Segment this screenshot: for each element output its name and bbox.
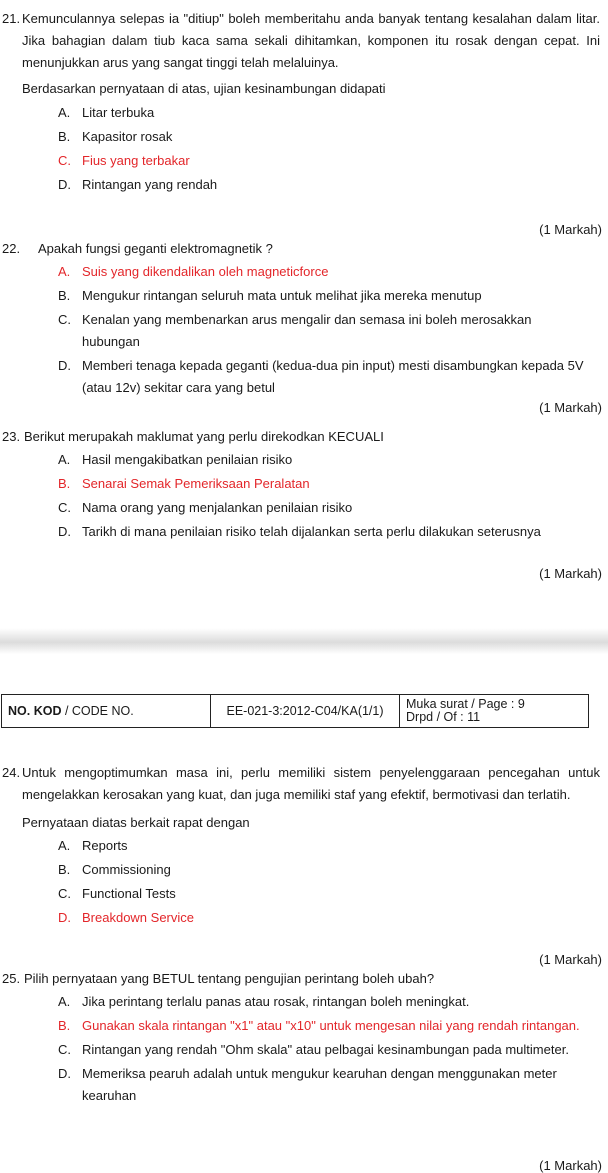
- option-c[interactable]: [0, 883, 590, 905]
- option-letter: C.: [58, 312, 71, 327]
- option-text: Kapasitor rosak: [82, 129, 173, 144]
- option-d[interactable]: [0, 521, 590, 543]
- question-number: 25.: [2, 971, 21, 986]
- question-stem: [2, 968, 600, 990]
- option-c[interactable]: [0, 309, 590, 353]
- option-letter: A.: [58, 264, 71, 279]
- option-text: Litar terbuka: [82, 105, 155, 120]
- option-letter: A.: [58, 994, 71, 1009]
- option-b[interactable]: [0, 859, 590, 881]
- option-text: Mengukur rintangan seluruh mata untuk melihat jika mereka menutup: [82, 288, 482, 303]
- mark-label: (1 Markah): [539, 566, 602, 581]
- option-a[interactable]: [0, 449, 590, 471]
- option-letter: B.: [58, 476, 71, 491]
- question-stem: [2, 426, 600, 448]
- option-text: Tarikh di mana penilaian risiko telah dijalankan serta perlu dilakukan seterusnya: [82, 524, 541, 539]
- question-prompt: Berdasarkan pernyataan di atas, ujian kesinambungan didapati: [22, 81, 386, 96]
- option-letter: B.: [58, 1018, 71, 1033]
- option-letter: B.: [58, 862, 71, 877]
- option-text: Rintangan yang rendah: [82, 177, 218, 192]
- question-number: 24.: [2, 765, 21, 780]
- option-d[interactable]: [0, 1063, 590, 1107]
- question-text: Apakah fungsi geganti elektromagnetik ?: [38, 241, 273, 256]
- option-letter: D.: [58, 1066, 71, 1081]
- option-text: Fius yang terbakar: [82, 153, 190, 168]
- option-text: Hasil mengakibatkan penilaian risiko: [82, 452, 293, 467]
- option-letter: A.: [58, 105, 71, 120]
- mark-label: (1 Markah): [539, 400, 602, 415]
- option-letter: D.: [58, 177, 71, 192]
- option-text: Memeriksa pearuh adalah untuk mengukur kearuhan dengan menggunakan meter kearuhan: [82, 1066, 557, 1103]
- option-d-correct[interactable]: [0, 907, 590, 929]
- option-letter: C.: [58, 153, 71, 168]
- question-number: 21.: [2, 11, 21, 26]
- option-letter: C.: [58, 886, 71, 901]
- option-c[interactable]: [0, 497, 590, 519]
- option-text: Memberi tenaga kepada geganti (kedua-dua pin input) mesti disambungkan kepada 5V (atau 12v) sekitar cara yang betul: [82, 358, 584, 395]
- option-text: Nama orang yang menjalankan penilaian risiko: [82, 500, 353, 515]
- code-label-rest: / CODE NO.: [61, 704, 134, 718]
- option-text: Gunakan skala rintangan "x1" atau "x10" untuk mengesan nilai yang rendah rintangan.: [82, 1018, 580, 1033]
- question-stem: [2, 8, 600, 74]
- question-22: [0, 238, 608, 415]
- code-label-cell: [2, 695, 211, 728]
- question-25: [0, 968, 608, 1173]
- question-stem: [2, 762, 600, 806]
- option-a-correct[interactable]: [0, 261, 590, 283]
- question-number: 23.: [2, 429, 21, 444]
- question-text: Kemunculannya selepas ia "ditiup" boleh memberitahu anda banyak tentang kesalahan dalam litar. Jika bahagian dalam tiub kaca sama sekali dihitamkan, komponen itu rosak dengan cepat. Ini menunjukkan arus yang sangat tinggi telah melaluinya.: [22, 11, 600, 70]
- question-21: [0, 8, 608, 237]
- option-text: Breakdown Service: [82, 910, 194, 925]
- question-text: Berikut merupakah maklumat yang perlu direkodkan KECUALI: [24, 429, 384, 444]
- option-b[interactable]: [0, 285, 590, 307]
- option-letter: D.: [58, 910, 71, 925]
- option-text: Suis yang dikendalikan oleh magneticforce: [82, 264, 329, 279]
- option-b[interactable]: [0, 126, 590, 148]
- page-total-label: Drpd / Of : 11: [406, 710, 481, 724]
- question-prompt: Pernyataan diatas berkait rapat dengan: [22, 815, 250, 830]
- option-a[interactable]: [0, 835, 590, 857]
- option-a[interactable]: [0, 102, 590, 124]
- page-info-cell: [400, 695, 589, 728]
- option-letter: B.: [58, 288, 71, 303]
- page-header-table: [1, 694, 589, 728]
- question-23: [0, 426, 608, 581]
- code-value-cell: EE-021-3:2012-C04/KA(1/1): [211, 695, 400, 728]
- code-label-bold: NO. KOD: [8, 704, 62, 718]
- option-text: Functional Tests: [82, 886, 176, 901]
- option-b-correct[interactable]: [0, 473, 590, 495]
- option-text: Senarai Semak Pemeriksaan Peralatan: [82, 476, 310, 491]
- option-text: Rintangan yang rendah "Ohm skala" atau pelbagai kesinambungan pada multimeter.: [82, 1042, 569, 1057]
- question-number: 22.: [2, 241, 21, 256]
- exam-page-2: [0, 654, 608, 1172]
- mark-label: (1 Markah): [539, 1158, 602, 1173]
- question-text: Pilih pernyataan yang BETUL tentang pengujian perintang boleh ubah?: [24, 971, 435, 986]
- option-b-correct[interactable]: [0, 1015, 590, 1037]
- option-letter: A.: [58, 452, 71, 467]
- option-letter: C.: [58, 1042, 71, 1057]
- option-letter: B.: [58, 129, 71, 144]
- question-stem: [2, 238, 600, 260]
- option-c-correct[interactable]: [0, 150, 590, 172]
- option-text: Commissioning: [82, 862, 171, 877]
- page-number-label: Muka surat / Page : 9: [406, 697, 525, 711]
- option-letter: C.: [58, 500, 71, 515]
- option-c[interactable]: [0, 1039, 590, 1061]
- question-24: [0, 762, 608, 967]
- mark-label: (1 Markah): [539, 952, 602, 967]
- mark-label: (1 Markah): [539, 222, 602, 237]
- option-text: Jika perintang terlalu panas atau rosak, rintangan boleh meningkat.: [82, 994, 470, 1009]
- option-a[interactable]: [0, 991, 590, 1013]
- option-text: Kenalan yang membenarkan arus mengalir dan semasa ini boleh merosakkan hubungan: [82, 312, 532, 349]
- option-text: Reports: [82, 838, 128, 853]
- option-letter: D.: [58, 524, 71, 539]
- option-letter: D.: [58, 358, 71, 373]
- option-d[interactable]: [0, 355, 590, 399]
- option-letter: A.: [58, 838, 71, 853]
- page-separator: [0, 628, 608, 654]
- option-d[interactable]: [0, 174, 590, 196]
- question-text: Untuk mengoptimumkan masa ini, perlu memiliki sistem penyelenggaraan pencegahan untuk mengelakkan kerosakan yang kuat, dan juga memiliki staf yang efektif, bermotivasi dan terlatih.: [22, 765, 600, 802]
